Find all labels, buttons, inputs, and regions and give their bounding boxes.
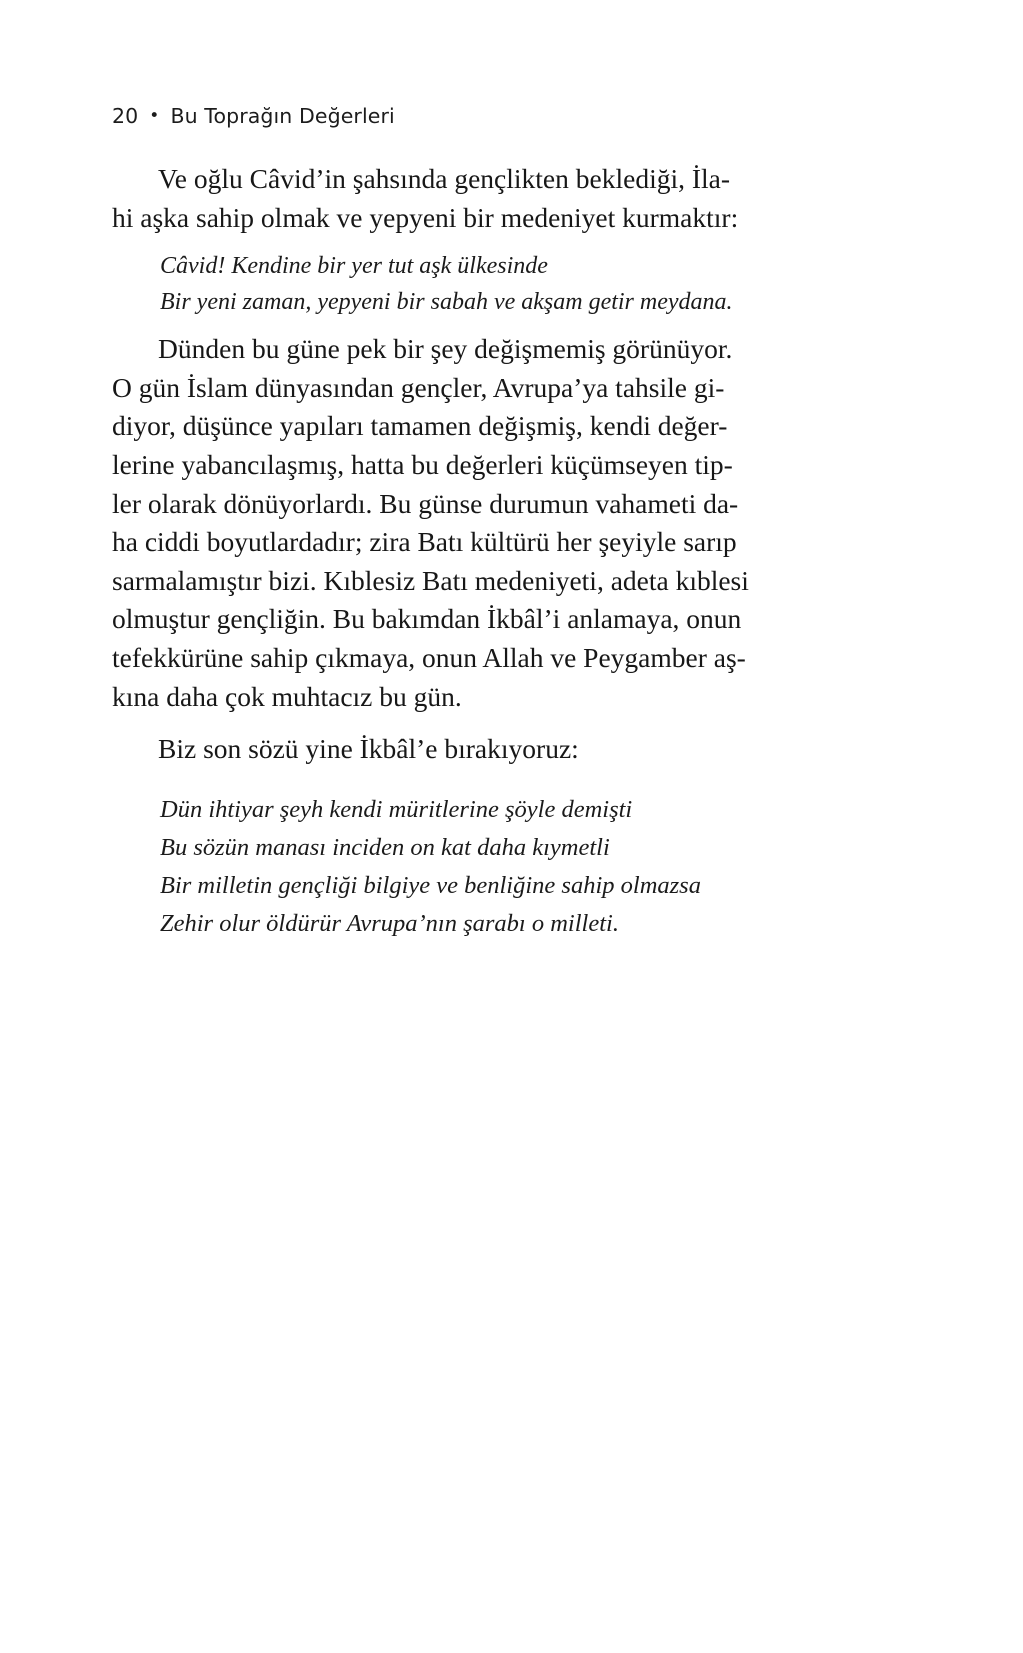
verse-1-line-1: Câvid! Kendine bir yer tut aşk ülkesinde	[160, 253, 548, 280]
paragraph-2	[112, 330, 870, 716]
verse-1-line-2: Bir yeni zaman, yepyeni bir sabah ve akşam getir meydana.	[160, 289, 733, 316]
spacer-before-verse-2	[112, 769, 870, 783]
paragraph-1-line-1: Ve oğlu Câvid’in şahsında gençlikten beklediği, İla-	[158, 163, 731, 194]
book-title: Bu Toprağın Değerleri	[170, 104, 395, 128]
paragraph-2-line-7: sarmalamıştır bizi. Kıblesiz Batı medeniyeti, adeta kıblesi	[112, 564, 749, 596]
verse-block-1	[112, 248, 870, 320]
paragraph-1	[112, 160, 870, 237]
paragraph-2-line-5: ler olarak dönüyorlardı. Bu günse durumun vahameti da-	[112, 487, 739, 519]
verse-2-line-1: Dün ihtiyar şeyh kendi müritlerine şöyle demişti	[160, 795, 633, 823]
paragraph-2-line-9: tefekkürüne sahip çıkmaya, onun Allah ve Peygamber aş-	[112, 641, 746, 673]
paragraph-2-line-6: ha ciddi boyutlardadır; zira Batı kültürü her şeyiyle sarıp	[112, 526, 737, 558]
paragraph-3-line-1: Biz son sözü yine İkbâl’e bırakıyoruz:	[158, 733, 579, 765]
paragraph-1-line-2: hi aşka sahip olmak ve yepyeni bir medeniyet kurmaktır:	[112, 201, 739, 233]
verse-2-line-2: Bu sözün manası inciden on kat daha kıymetli	[160, 833, 610, 861]
verse-2-line-4: Zehir olur öldürür Avrupa’nın şarabı o milleti.	[160, 909, 619, 937]
paragraph-2-line-3: diyor, düşünce yapıları tamamen değişmiş, kendi değer-	[112, 410, 728, 442]
paragraph-2-line-2: O gün İslam dünyasından gençler, Avrupa’ya tahsile gi-	[112, 371, 725, 403]
page-number: 20	[112, 104, 139, 128]
verse-block-2	[112, 791, 870, 943]
spacer-before-verse-1	[112, 237, 870, 245]
text-column	[112, 160, 870, 943]
verse-2-line-3: Bir milletin gençliği bilgiye ve benliğine sahip olmazsa	[160, 871, 701, 899]
paragraph-2-line-4: lerine yabancılaşmış, hatta bu değerleri küçümseyen tip-	[112, 448, 733, 480]
paragraph-2-line-8: olmuştur gençliğin. Bu bakımdan İkbâl’i anlamaya, onun	[112, 603, 742, 635]
running-header	[112, 104, 395, 128]
header-separator-bullet-icon: •	[149, 106, 160, 126]
paragraph-2-line-10: kına daha çok muhtacız bu gün.	[112, 680, 462, 712]
spacer-after-verse-1	[112, 322, 870, 330]
paragraph-2-line-1: Dünden bu güne pek bir şey değişmemiş görünüyor.	[158, 333, 733, 365]
paragraph-3	[112, 730, 870, 769]
spacer-before-paragraph-3	[112, 716, 870, 730]
